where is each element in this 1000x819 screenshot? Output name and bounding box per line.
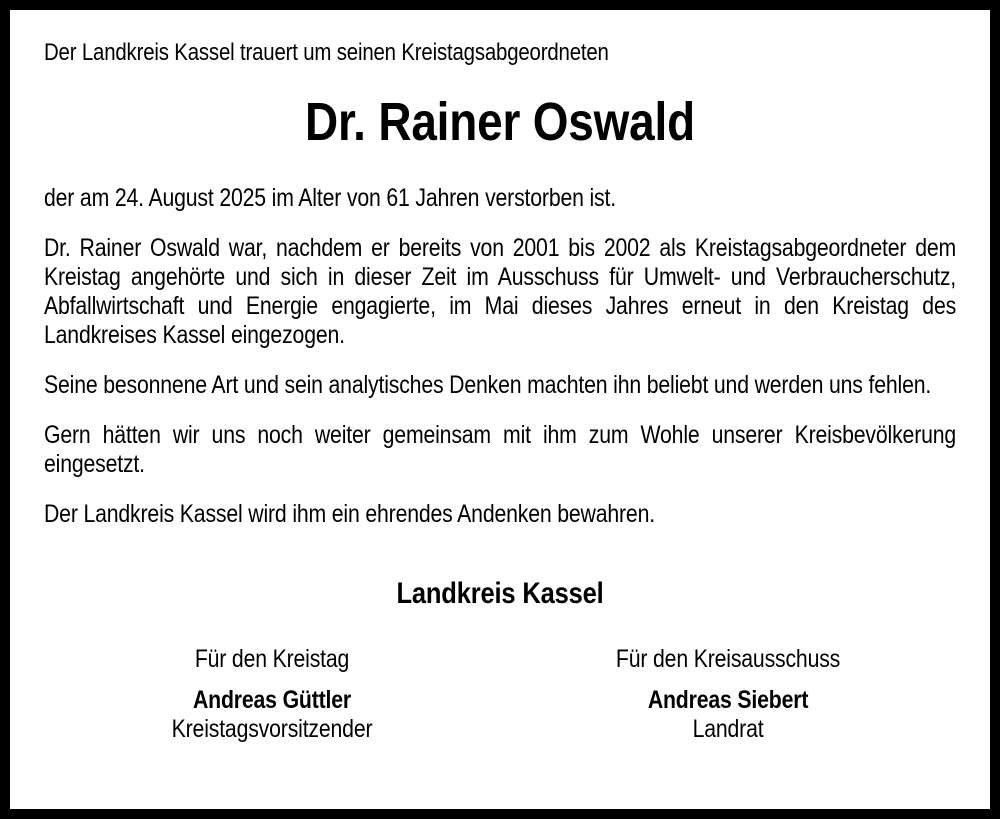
paragraph-character: Seine besonnene Art und sein analytisches Denken machten ihn beliebt und werden uns fehlen.	[44, 371, 932, 399]
signature-name-siebert: Andreas Siebert	[647, 686, 809, 714]
paragraph-death-date: der am 24. August 2025 im Alter von 61 Jahren verstorben ist.	[44, 184, 616, 212]
intro-line: Der Landkreis Kassel trauert um seinen Kreistagsabgeordneten	[44, 39, 609, 66]
signatures-section	[44, 645, 956, 744]
signature-on-behalf-kreisausschuss: Für den Kreisausschuss	[615, 645, 841, 673]
organization-name: Landkreis Kassel	[396, 577, 604, 610]
paragraph-remembrance: Der Landkreis Kassel wird ihm ein ehrendes Andenken bewahren.	[44, 500, 655, 528]
signature-kreistag	[44, 645, 500, 744]
signature-name-guettler: Andreas Güttler	[192, 686, 352, 714]
signature-role-landrat: Landrat	[692, 715, 764, 743]
notice-content	[10, 10, 990, 744]
paragraph-wish: Gern hätten wir uns noch weiter gemeinsam mit ihm zum Wohle unserer Kreisbevölkerung eingesetzt.	[44, 421, 957, 478]
signature-role-kreistagsvorsitzender: Kreistagsvorsitzender	[171, 715, 373, 743]
deceased-name: Dr. Rainer Oswald	[305, 92, 695, 152]
paragraph-biography: Dr. Rainer Oswald war, nachdem er bereits von 2001 bis 2002 als Kreistagsabgeordneter dem Kreistag angehörte und sich in dieser Zeit im Ausschuss für Umwelt- und Verbraucherschutz, Abfallwirtschaft und Energie engagierte, im Mai dieses Jahres erneut in den Kreistag des Landkreises Kassel eingezogen.	[44, 234, 957, 349]
signature-on-behalf-kreistag: Für den Kreistag	[194, 645, 350, 673]
signature-kreisausschuss	[500, 645, 956, 744]
